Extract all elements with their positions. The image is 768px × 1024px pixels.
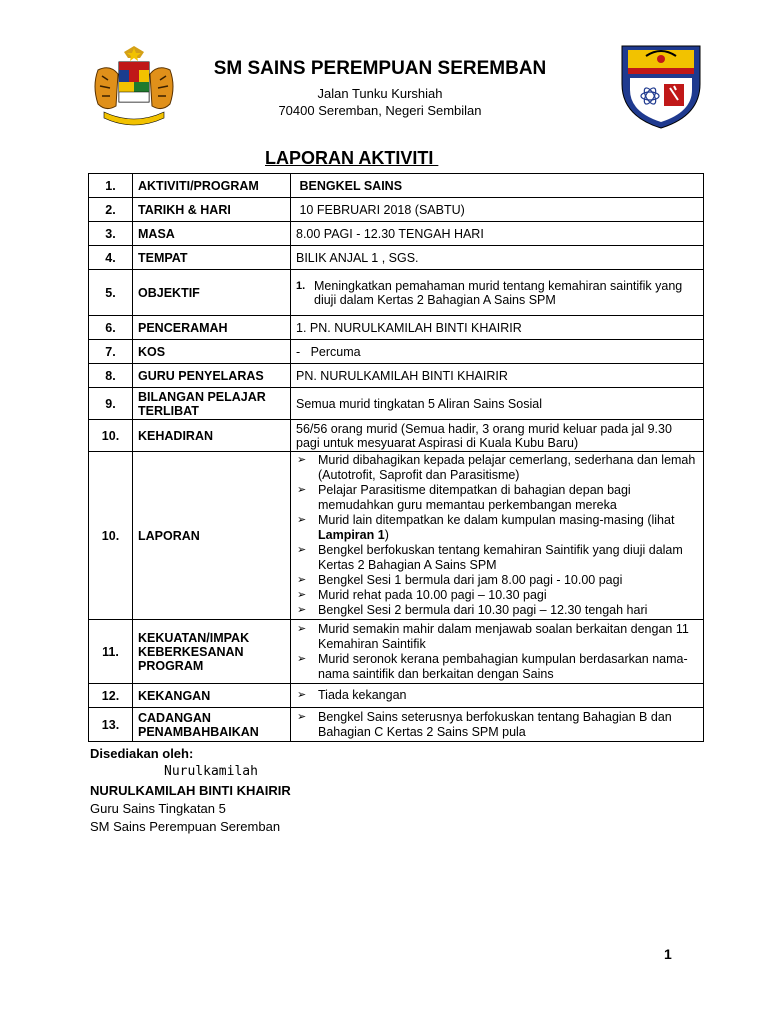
table-row bbox=[89, 620, 704, 684]
row-label: KEKUATAN/IMPAK KEBERKESANAN PROGRAM bbox=[133, 620, 291, 684]
row-number: 1. bbox=[89, 174, 133, 198]
list-item: ➢ Murid rehat pada 10.00 pagi – 10.30 pagi bbox=[296, 588, 698, 603]
row-number: 5. bbox=[89, 270, 133, 316]
preparer-name: NURULKAMILAH BINTI KHAIRIR bbox=[90, 783, 291, 798]
preparer-role: Guru Sains Tingkatan 5 bbox=[90, 801, 226, 816]
row-label: LAPORAN bbox=[133, 452, 291, 620]
objective-number: 1. bbox=[296, 279, 306, 292]
table-row bbox=[89, 198, 704, 222]
row-label: OBJEKTIF bbox=[133, 270, 291, 316]
list-item bbox=[296, 513, 698, 543]
table-row bbox=[89, 174, 704, 198]
list-item: ➢ Murid semakin mahir dalam menjawab soalan berkaitan dengan 11 Kemahiran Saintifik bbox=[296, 622, 698, 652]
row-number: 3. bbox=[89, 222, 133, 246]
row-number: 2. bbox=[89, 198, 133, 222]
table-row bbox=[89, 246, 704, 270]
row-value: Semua murid tingkatan 5 Aliran Sains Sosial bbox=[291, 388, 704, 420]
row-number: 6. bbox=[89, 316, 133, 340]
row-number: 10. bbox=[89, 420, 133, 452]
list-item: ➢ Murid seronok kerana pembahagian kumpulan berdasarkan nama-nama saintifik dan berkaitan dengan Sains bbox=[296, 652, 698, 682]
address-line-2: 70400 Seremban, Negeri Sembilan bbox=[278, 103, 482, 118]
table-row bbox=[89, 452, 704, 620]
row-value bbox=[291, 174, 704, 198]
school-crest-icon bbox=[618, 40, 704, 130]
table-row bbox=[89, 316, 704, 340]
report-title: LAPORAN AKTIVITI bbox=[265, 148, 439, 168]
row-value bbox=[291, 452, 704, 620]
row-label: BILANGAN PELAJAR TERLIBAT bbox=[133, 388, 291, 420]
row-label: TEMPAT bbox=[133, 246, 291, 270]
row-number: 10. bbox=[89, 452, 133, 620]
row-value bbox=[291, 620, 704, 684]
lampiran-text-end: ) bbox=[384, 528, 389, 542]
lampiran-reference: Lampiran 1 bbox=[318, 528, 385, 542]
preparer-school: SM Sains Perempuan Seremban bbox=[90, 819, 281, 834]
row-value bbox=[291, 270, 704, 316]
row-value: BILIK ANJAL 1 , SGS. bbox=[291, 246, 704, 270]
row-number: 8. bbox=[89, 364, 133, 388]
table-row bbox=[89, 270, 704, 316]
constraint-bullet-list bbox=[296, 688, 698, 703]
row-label: MASA bbox=[133, 222, 291, 246]
address-line-1: Jalan Tunku Kurshiah bbox=[317, 86, 443, 101]
row-value bbox=[291, 708, 704, 742]
table-row bbox=[89, 364, 704, 388]
list-item: ➢ Bengkel berfokuskan tentang kemahiran Saintifik yang diuji dalam Kertas 2 Bahagian A Sains SPM bbox=[296, 543, 698, 573]
row-number: 4. bbox=[89, 246, 133, 270]
row-label: TARIKH & HARI bbox=[133, 198, 291, 222]
table-row bbox=[89, 708, 704, 742]
impact-bullet-list bbox=[296, 622, 698, 682]
row-label: PENCERAMAH bbox=[133, 316, 291, 340]
signature: Nurulkamilah bbox=[164, 764, 258, 779]
row-value bbox=[291, 684, 704, 708]
activity-name: BENGKEL SAINS bbox=[296, 178, 403, 193]
row-number: 9. bbox=[89, 388, 133, 420]
row-label: KOS bbox=[133, 340, 291, 364]
list-item: ➢ Bengkel Sesi 1 bermula dari jam 8.00 pagi - 10.00 pagi bbox=[296, 573, 698, 588]
table-row bbox=[89, 388, 704, 420]
table-row bbox=[89, 684, 704, 708]
row-label: KEHADIRAN bbox=[133, 420, 291, 452]
report-table bbox=[88, 173, 704, 742]
row-label: CADANGAN PENAMBAHBAIKAN bbox=[133, 708, 291, 742]
list-item: ➢ Tiada kekangan bbox=[296, 688, 698, 703]
row-value: PN. NURULKAMILAH BINTI KHAIRIR bbox=[291, 364, 704, 388]
school-name: SM SAINS PEREMPUAN SEREMBAN bbox=[213, 58, 547, 79]
row-value: 56/56 orang murid (Semua hadir, 3 orang murid keluar pada jal 9.30 pagi untuk mesyuarat Aspirasi di Kuala Kubu Baru) bbox=[291, 420, 704, 452]
row-label: GURU PENYELARAS bbox=[133, 364, 291, 388]
row-number: 7. bbox=[89, 340, 133, 364]
page-number: 1 bbox=[664, 946, 672, 962]
row-label: AKTIVITI/PROGRAM bbox=[133, 174, 291, 198]
list-item: ➢ Pelajar Parasitisme ditempatkan di bahagian depan bagi memudahkan guru memantau perkembangan mereka bbox=[296, 483, 698, 513]
suggestion-bullet-list bbox=[296, 710, 698, 740]
row-number: 11. bbox=[89, 620, 133, 684]
list-item: ➢ Bengkel Sains seterusnya berfokuskan tentang Bahagian B dan Bahagian C Kertas 2 Sains SPM pula bbox=[296, 710, 698, 740]
row-value: 1. PN. NURULKAMILAH BINTI KHAIRIR bbox=[291, 316, 704, 340]
prepared-by-label: Disediakan oleh: bbox=[90, 746, 194, 761]
table-row bbox=[89, 222, 704, 246]
report-bullet-list bbox=[296, 453, 698, 618]
row-label: KEKANGAN bbox=[133, 684, 291, 708]
row-value: 8.00 PAGI - 12.30 TENGAH HARI bbox=[291, 222, 704, 246]
row-value: - Percuma bbox=[291, 340, 704, 364]
row-value: 10 FEBRUARI 2018 (SABTU) bbox=[291, 198, 704, 222]
row-number: 12. bbox=[89, 684, 133, 708]
row-number: 13. bbox=[89, 708, 133, 742]
objective-item bbox=[296, 279, 698, 307]
list-item: ➢ Bengkel Sesi 2 bermula dari 10.30 pagi – 12.30 tengah hari bbox=[296, 603, 698, 618]
lampiran-text-start: Murid lain ditempatkan ke dalam kumpulan masing-masing (lihat bbox=[318, 513, 675, 527]
table-row bbox=[89, 340, 704, 364]
table-row bbox=[89, 420, 704, 452]
objective-text: Meningkatkan pemahaman murid tentang kemahiran saintifik yang diuji dalam Kertas 2 Bahagian A Sains SPM bbox=[314, 278, 683, 307]
list-item: ➢ Murid dibahagikan kepada pelajar cemerlang, sederhana dan lemah (Autotrofit, Saprofit dan Parasitisme) bbox=[296, 453, 698, 483]
